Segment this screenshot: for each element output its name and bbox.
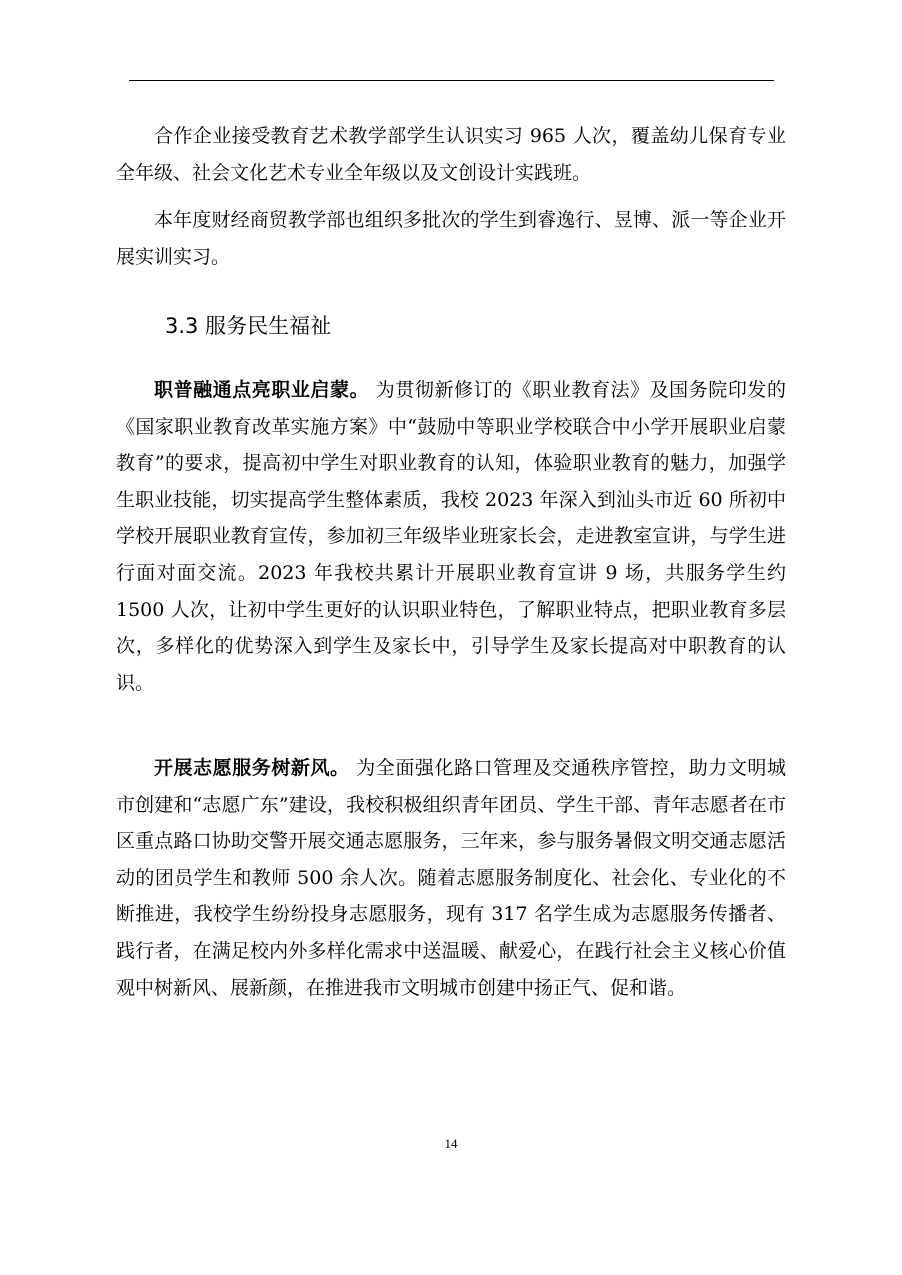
paragraph-body: 为全面强化路口管理及交通秩序管控，助力文明城市创建和“志愿广东”建设，我校积极组织青年团员、学生干部、青年志愿者在市区重点路口协助交警开展交通志愿服务，三年来，参与服务暑假文明交通志愿活动的团员学生和教师 500 余人次。随着志愿服务制度化、社会化、专业化的不断推进，我校学生纷纷投身志愿服务，现有 317 名学生成为志愿服务传播者、践行者，在满足校内外多样化需求中送温暖、献爱心，在践行社会主义核心价值观中树新风、展新颜，在推进我市文明城市创建中扬正气、促和谐。 [116,757,786,999]
paragraph-volunteer-service [116,750,786,1006]
paragraph-body: 为贯彻新修订的《职业教育法》及国务院印发的《国家职业教育改革实施方案》中“鼓励中等职业学校联合中小学开展职业启蒙教育”的要求，提高初中学生对职业教育的认知，体验职业教育的魅力，加强学生职业技能，切实提高学生整体素质，我校 2023 年深入到汕头市近 60 所初中学校开展职业教育宣传，参加初三年级毕业班家长会，走进教室宣讲，与学生进行面对面交流。2023 年我校共累计开展职业教育宣讲 9 场，共服务学生约 1500 人次，让初中学生更好的认识职业特色，了解职业特点，把职业教育多层次，多样化的优势深入到学生及家长中，引导学生及家长提高对中职教育的认识。 [116,379,786,694]
section-heading: 3.3 服务民生福祉 [165,314,332,338]
paragraph-career-enlightenment [116,372,786,701]
header-rule [129,80,774,81]
paragraph-lead: 职普融通点亮职业启蒙。 [154,379,370,401]
paragraph-internship: 合作企业接受教育艺术教学部学生认识实习 965 人次，覆盖幼儿保育专业全年级、社会文化艺术专业全年级以及文创设计实践班。 [116,125,786,184]
paragraph-finance-trade: 本年度财经商贸教学部也组织多批次的学生到睿逸行、昱博、派一等企业开展实训实习。 [116,209,786,268]
paragraph-lead: 开展志愿服务树新风。 [154,757,350,779]
page-number: 14 [444,1136,458,1151]
